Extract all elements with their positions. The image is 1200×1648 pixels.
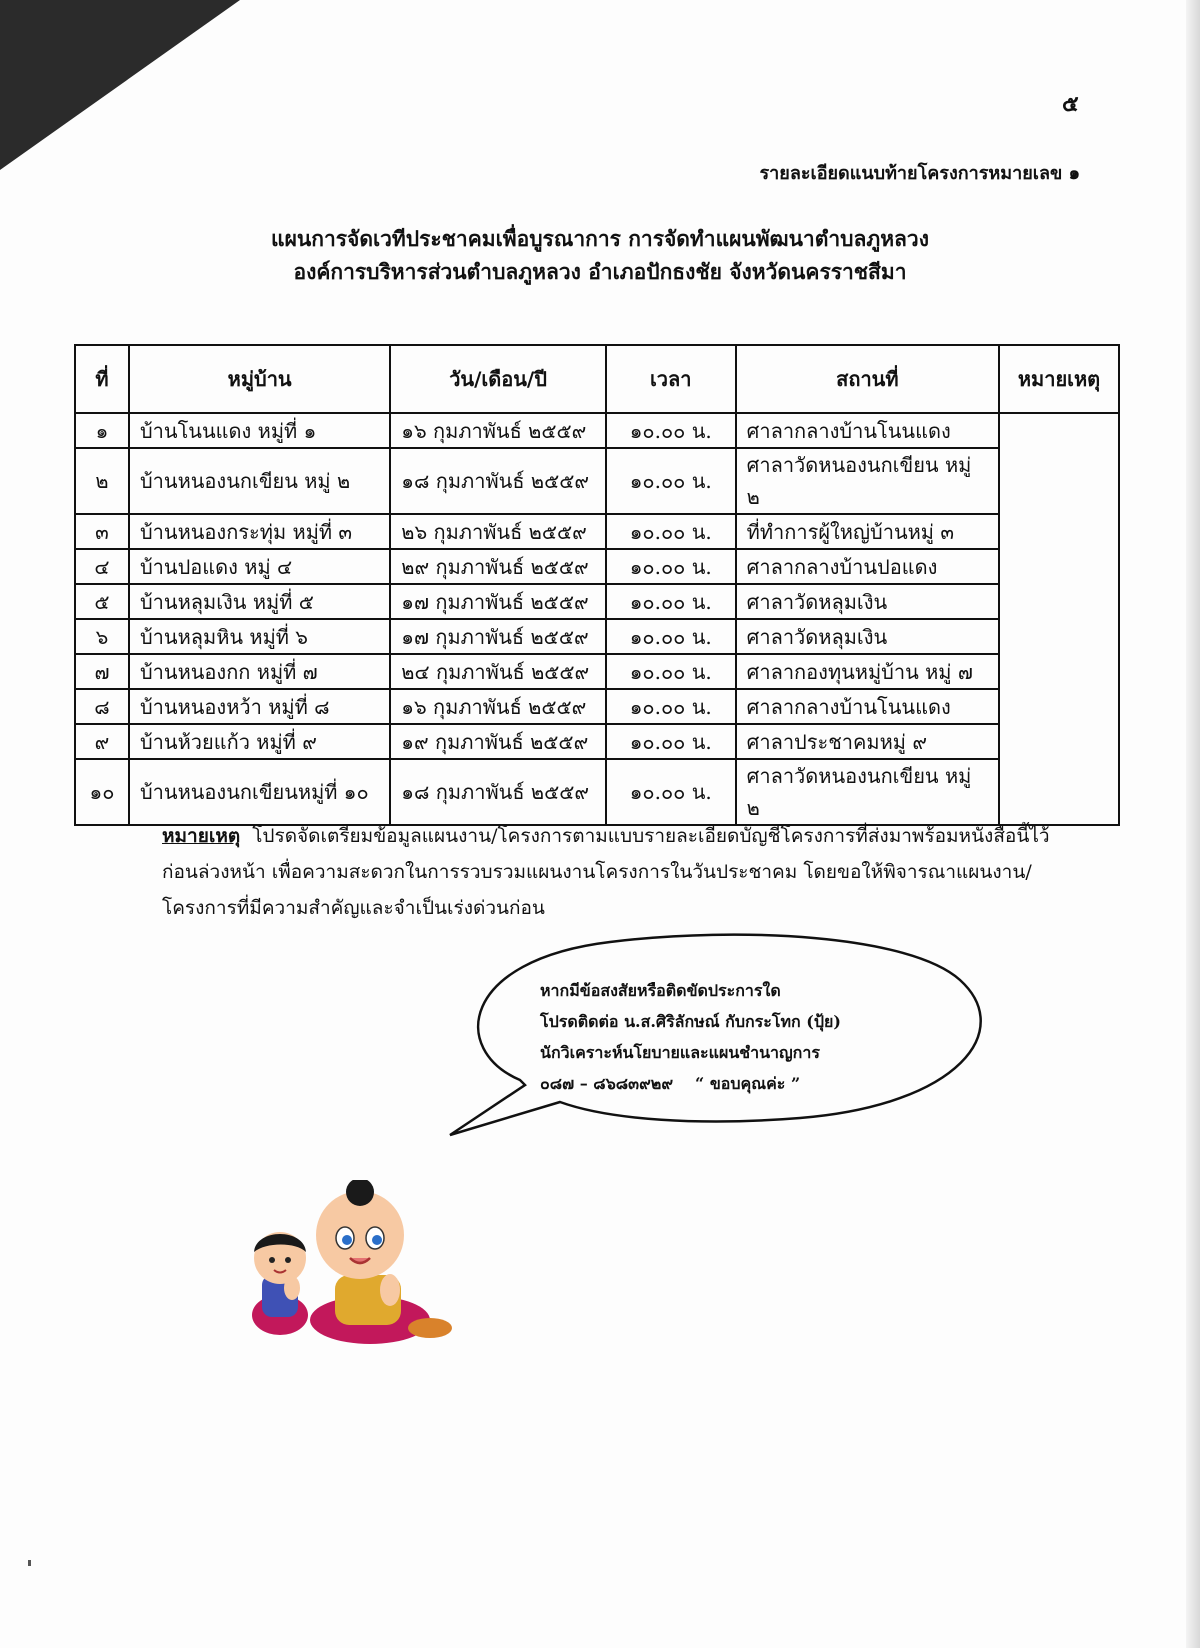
cell-no: ๑ xyxy=(75,413,129,448)
header-date: วัน/เดือน/ปี xyxy=(390,345,606,413)
table-row xyxy=(75,514,1119,549)
cell-place: ศาลาประชาคมหมู่ ๙ xyxy=(736,724,999,759)
cell-village: บ้านหนองนกเขียนหมู่ที่ ๑๐ xyxy=(129,759,390,825)
cell-village: บ้านหลุมเงิน หมู่ที่ ๕ xyxy=(129,584,390,619)
cell-time: ๑๐.๐๐ น. xyxy=(606,759,736,825)
contact-phone: ๐๘๗ – ๘๖๘๓๙๒๙ xyxy=(540,1074,674,1093)
cell-place: ศาลากลางบ้านโนนแดง xyxy=(736,689,999,724)
cell-place: ศาลาวัดหนองนกเขียน หมู่ ๒ xyxy=(736,759,999,825)
meeting-schedule-table xyxy=(74,344,1120,826)
header-remark: หมายเหตุ xyxy=(999,345,1119,413)
cell-place: ศาลาวัดหนองนกเขียน หมู่ ๒ xyxy=(736,448,999,514)
table-row xyxy=(75,689,1119,724)
cell-time: ๑๐.๐๐ น. xyxy=(606,549,736,584)
cell-date: ๑๗ กุมภาพันธ์ ๒๕๕๙ xyxy=(390,584,606,619)
folded-corner xyxy=(0,0,240,170)
cell-village: บ้านหนองกระทุ่ม หมู่ที่ ๓ xyxy=(129,514,390,549)
cell-place: ศาลาวัดหลุมเงิน xyxy=(736,584,999,619)
scan-speck xyxy=(28,1560,31,1566)
cell-village: บ้านโนนแดง หมู่ที่ ๑ xyxy=(129,413,390,448)
cell-time: ๑๐.๐๐ น. xyxy=(606,448,736,514)
cell-place: ศาลากลางบ้านปอแดง xyxy=(736,549,999,584)
cell-no: ๙ xyxy=(75,724,129,759)
header-place: สถานที่ xyxy=(736,345,999,413)
title-line-2: องค์การบริหารส่วนตำบลภูหลวง อำเภอปักธงชัย จังหวัดนครราชสีมา xyxy=(293,259,907,284)
remark-note xyxy=(162,818,1092,926)
cell-date: ๑๘ กุมภาพันธ์ ๒๕๕๙ xyxy=(390,759,606,825)
contact-line-3: นักวิเคราะห์นโยบายและแผนชำนาญการ xyxy=(540,1043,820,1062)
attachment-reference: รายละเอียดแนบท้ายโครงการหมายเลข ๑ xyxy=(759,163,1080,184)
note-line-3: โครงการที่มีความสำคัญและจำเป็นเร่งด่วนก่อน xyxy=(162,897,545,919)
cell-village: บ้านหนองหว้า หมู่ที่ ๘ xyxy=(129,689,390,724)
table-row xyxy=(75,549,1119,584)
cell-time: ๑๐.๐๐ น. xyxy=(606,689,736,724)
cell-no: ๒ xyxy=(75,448,129,514)
table-row xyxy=(75,584,1119,619)
table-row xyxy=(75,619,1119,654)
contact-line-4 xyxy=(540,1068,960,1099)
cell-time: ๑๐.๐๐ น. xyxy=(606,584,736,619)
greeting-children-illustration xyxy=(240,1180,460,1350)
table-row xyxy=(75,654,1119,689)
cell-date: ๑๖ กุมภาพันธ์ ๒๕๕๙ xyxy=(390,689,606,724)
cell-time: ๑๐.๐๐ น. xyxy=(606,654,736,689)
table-header-row xyxy=(75,345,1119,413)
cell-no: ๕ xyxy=(75,584,129,619)
cell-date: ๑๗ กุมภาพันธ์ ๒๕๕๙ xyxy=(390,619,606,654)
title-line-1: แผนการจัดเวทีประชาคมเพื่อบูรณาการ การจัดทำแผนพัฒนาตำบลภูหลวง xyxy=(271,226,929,251)
table-row xyxy=(75,759,1119,825)
note-line-2: ก่อนล่วงหน้า เพื่อความสะดวกในการรวบรวมแผนงานโครงการในวันประชาคม โดยขอให้พิจารณาแผนงาน/ xyxy=(162,861,1032,883)
cell-village: บ้านห้วยแก้ว หมู่ที่ ๙ xyxy=(129,724,390,759)
note-text-1: โปรดจัดเตรียมข้อมูลแผนงาน/โครงการตามแบบรายละเอียดบัญชีโครงการที่ส่งมาพร้อมหนังสือนี้ไว้ xyxy=(252,825,1050,847)
cell-village: บ้านปอแดง หมู่ ๔ xyxy=(129,549,390,584)
cell-no: ๘ xyxy=(75,689,129,724)
contact-message xyxy=(540,975,960,1099)
header-time: เวลา xyxy=(606,345,736,413)
cell-date: ๒๖ กุมภาพันธ์ ๒๕๕๙ xyxy=(390,514,606,549)
cell-time: ๑๐.๐๐ น. xyxy=(606,619,736,654)
header-no: ที่ xyxy=(75,345,129,413)
note-line-1 xyxy=(162,818,1092,854)
cell-place: ศาลาวัดหลุมเงิน xyxy=(736,619,999,654)
cell-no: ๗ xyxy=(75,654,129,689)
cell-remark xyxy=(999,413,1119,825)
cell-time: ๑๐.๐๐ น. xyxy=(606,514,736,549)
cell-no: ๖ xyxy=(75,619,129,654)
cell-no: ๔ xyxy=(75,549,129,584)
cell-time: ๑๐.๐๐ น. xyxy=(606,413,736,448)
header-village: หมู่บ้าน xyxy=(129,345,390,413)
page-number: ๕ xyxy=(1062,91,1079,117)
cell-date: ๑๖ กุมภาพันธ์ ๒๕๕๙ xyxy=(390,413,606,448)
contact-line-2: โปรดติดต่อ น.ส.ศิริลักษณ์ กับกระโทก (ปุ้ย) xyxy=(540,1012,841,1031)
table-row xyxy=(75,448,1119,514)
cell-date: ๑๙ กุมภาพันธ์ ๒๕๕๙ xyxy=(390,724,606,759)
cell-place: ศาลากลางบ้านโนนแดง xyxy=(736,413,999,448)
cell-place: ที่ทำการผู้ใหญ่บ้านหมู่ ๓ xyxy=(736,514,999,549)
cell-village: บ้านหนองนกเขียน หมู่ ๒ xyxy=(129,448,390,514)
cell-place: ศาลากองทุนหมู่บ้าน หมู่ ๗ xyxy=(736,654,999,689)
cell-no: ๑๐ xyxy=(75,759,129,825)
note-label: หมายเหตุ xyxy=(162,825,241,847)
cell-village: บ้านหนองกก หมู่ที่ ๗ xyxy=(129,654,390,689)
table-row xyxy=(75,724,1119,759)
cell-no: ๓ xyxy=(75,514,129,549)
contact-line-1: หากมีข้อสงสัยหรือติดขัดประการใด xyxy=(540,981,781,1000)
cell-village: บ้านหลุมหิน หมู่ที่ ๖ xyxy=(129,619,390,654)
cell-date: ๑๘ กุมภาพันธ์ ๒๕๕๙ xyxy=(390,448,606,514)
cell-date: ๒๔ กุมภาพันธ์ ๒๕๕๙ xyxy=(390,654,606,689)
thanks-text: “ ขอบคุณค่ะ ” xyxy=(695,1074,801,1093)
cell-date: ๒๙ กุมภาพันธ์ ๒๕๕๙ xyxy=(390,549,606,584)
document-title xyxy=(0,222,1200,288)
cell-time: ๑๐.๐๐ น. xyxy=(606,724,736,759)
table-body xyxy=(75,413,1119,825)
table-row xyxy=(75,413,1119,448)
